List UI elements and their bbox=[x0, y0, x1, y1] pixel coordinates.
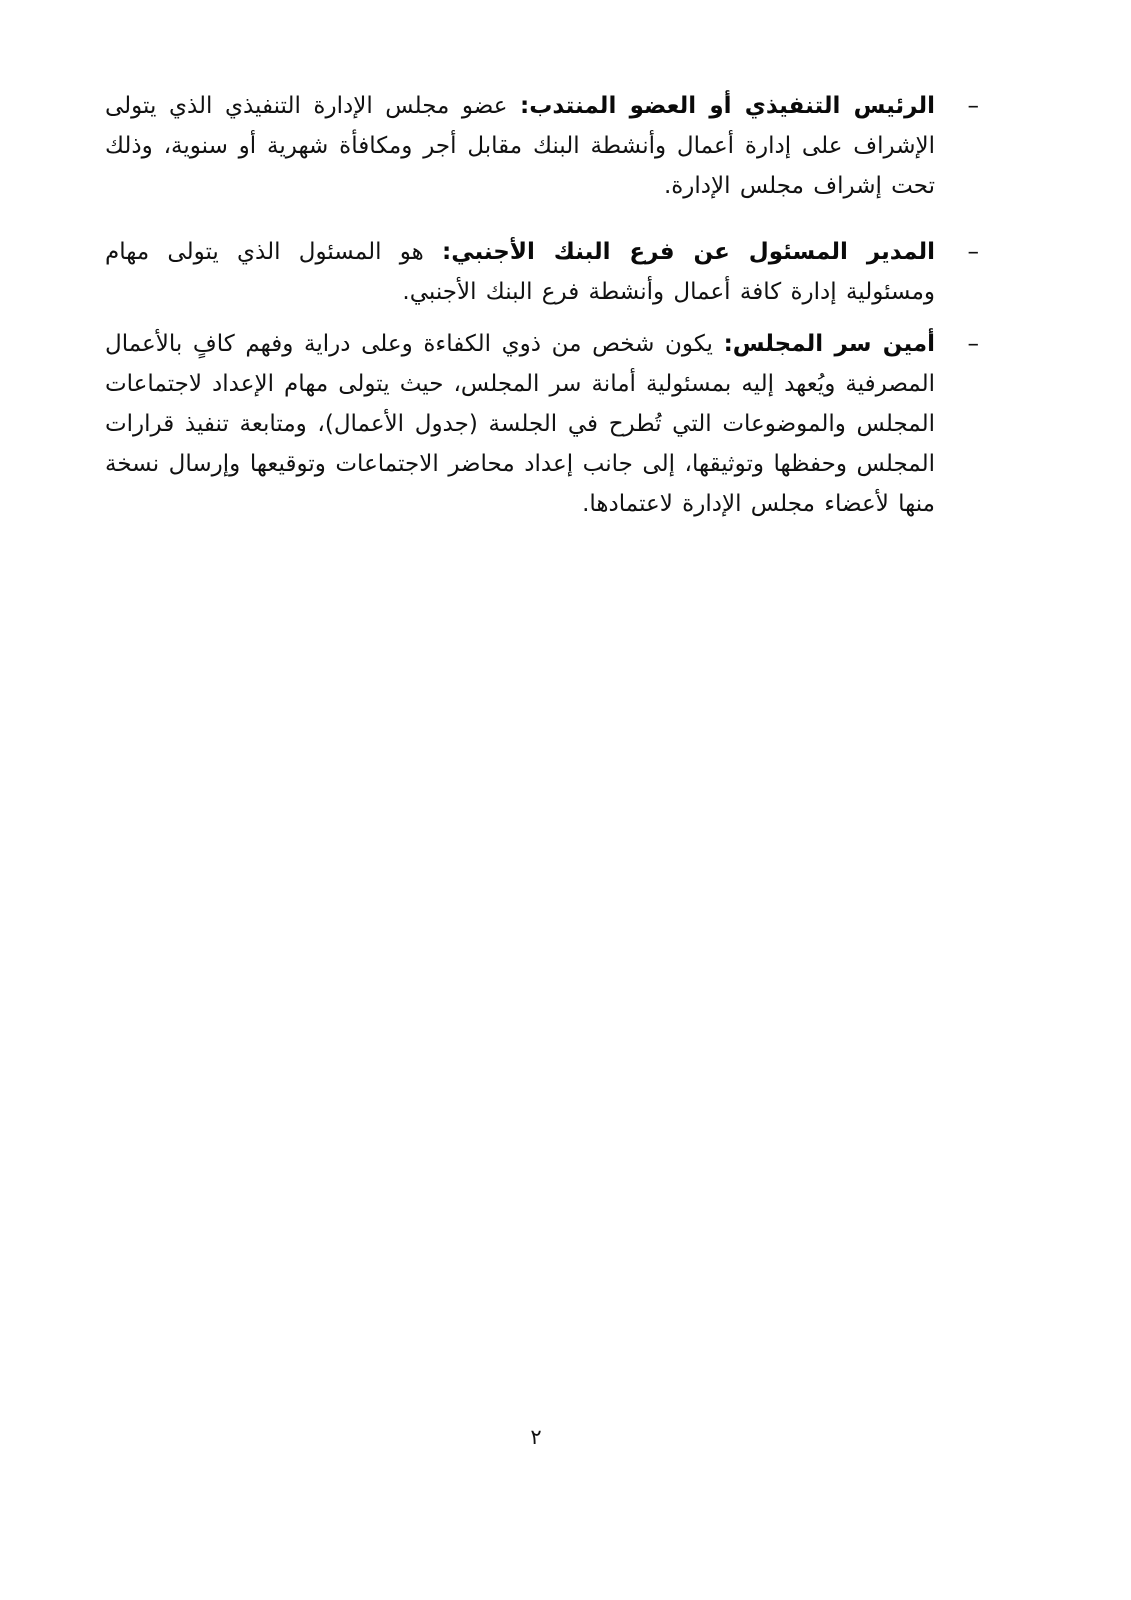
definition-term: أمين سر المجلس: bbox=[723, 331, 936, 357]
dash-list-marker: – bbox=[967, 93, 979, 119]
definition-text: يكون شخص من ذوي الكفاءة وعلى دراية وفهم كافٍ بالأعمال المصرفية ويُعهد إليه بمسئولية أمانة سر المجلس، حيث يتولى مهام الإعداد لاجتماعات المجلس والموضوعات التي تُطرح في الجلسة (جدول الأعمال)، ومتابعة تنفيذ قرارات المجلس وحفظها وتوثيقها، إلى جانب إعداد محاضر الاجتماعات وتوقيعها وإرسال نسخة منها لأعضاء مجلس الإدارة لاعتمادها. bbox=[105, 331, 935, 517]
page-number: ٢ bbox=[530, 1425, 542, 1449]
definitions-list bbox=[105, 86, 979, 524]
definition-paragraph bbox=[105, 86, 935, 206]
definition-term: المدير المسئول عن فرع البنك الأجنبي: bbox=[442, 239, 936, 265]
definition-item-board-secretary bbox=[105, 324, 979, 524]
definition-term: الرئيس التنفيذي أو العضو المنتدب: bbox=[520, 93, 936, 119]
definition-paragraph bbox=[105, 324, 935, 524]
dash-list-marker: – bbox=[967, 239, 979, 265]
definition-item-ceo bbox=[105, 86, 979, 206]
definition-text: عضو مجلس الإدارة التنفيذي الذي يتولى الإشراف على إدارة أعمال وأنشطة البنك مقابل أجر ومكافأة شهرية أو سنوية، وذلك تحت إشراف مجلس الإدارة. bbox=[105, 93, 935, 199]
definition-paragraph bbox=[105, 232, 935, 312]
definition-item-foreign-branch-manager bbox=[105, 232, 979, 312]
dash-list-marker: – bbox=[967, 331, 979, 357]
definition-text: هو المسئول الذي يتولى مهام ومسئولية إدارة كافة أعمال وأنشطة فرع البنك الأجنبي. bbox=[105, 239, 935, 305]
